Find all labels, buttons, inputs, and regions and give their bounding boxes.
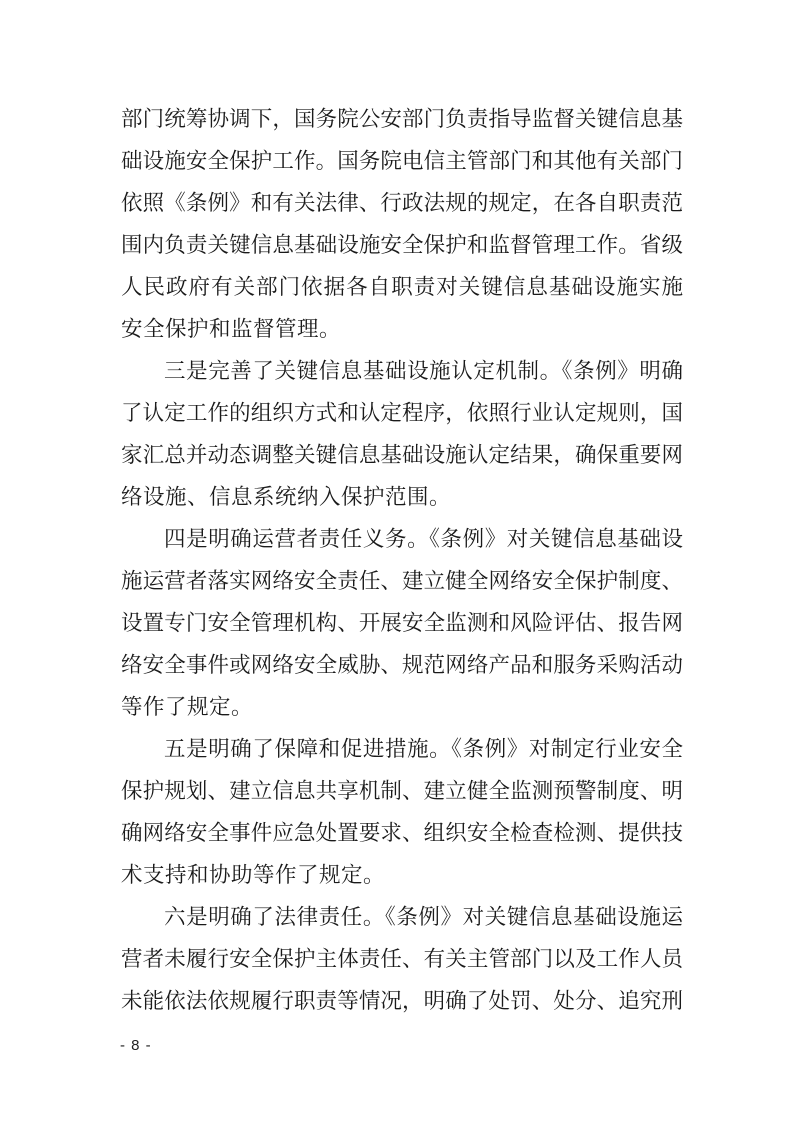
text-line: 六是明确了法律责任。《条例》对关键信息基础设施运 (164, 905, 683, 929)
text-line: 五是明确了保障和促进措施。《条例》对制定行业安全 (164, 737, 683, 761)
text-line: 部门统筹协调下，国务院公安部门负责指导监督关键信息基 (121, 107, 683, 131)
text-line: 安全保护和监督管理。 (121, 317, 342, 341)
text-line: 确网络安全事件应急处置要求、组织安全检查检测、提供技 (121, 821, 683, 845)
text-line: 人民政府有关部门依据各自职责对关键信息基础设施实施 (121, 275, 683, 299)
text-line: 家汇总并动态调整关键信息基础设施认定结果，确保重要网 (121, 443, 683, 467)
text-line: 营者未履行安全保护主体责任、有关主管部门以及工作人员 (121, 947, 683, 971)
text-line: 术支持和协助等作了规定。 (121, 863, 386, 887)
text-line: 三是完善了关键信息基础设施认定机制。《条例》明确 (164, 359, 683, 383)
text-line: 施运营者落实网络安全责任、建立健全网络安全保护制度、 (121, 569, 683, 593)
page-number: - 8 - (120, 1037, 152, 1054)
text-line: 络安全事件或网络安全威胁、规范网络产品和服务采购活动 (121, 653, 683, 677)
text-line: 依照《条例》和有关法律、行政法规的规定，在各自职责范 (121, 191, 683, 215)
text-line: 围内负责关键信息基础设施安全保护和监督管理工作。省级 (121, 233, 683, 257)
text-line: 未能依法依规履行职责等情况，明确了处罚、处分、追究刑 (121, 989, 683, 1013)
text-line: 四是明确运营者责任义务。《条例》对关键信息基础设 (164, 527, 683, 551)
text-line: 础设施安全保护工作。国务院电信主管部门和其他有关部门 (121, 149, 683, 173)
text-line: 保护规划、建立信息共享机制、建立健全监测预警制度、明 (121, 779, 683, 803)
text-line: 设置专门安全管理机构、开展安全监测和风险评估、报告网 (121, 611, 683, 635)
text-line: 络设施、信息系统纳入保护范围。 (121, 485, 452, 509)
text-line: 了认定工作的组织方式和认定程序，依照行业认定规则，国 (121, 401, 683, 425)
text-line: 等作了规定。 (121, 695, 254, 719)
document-body (121, 98, 683, 1022)
